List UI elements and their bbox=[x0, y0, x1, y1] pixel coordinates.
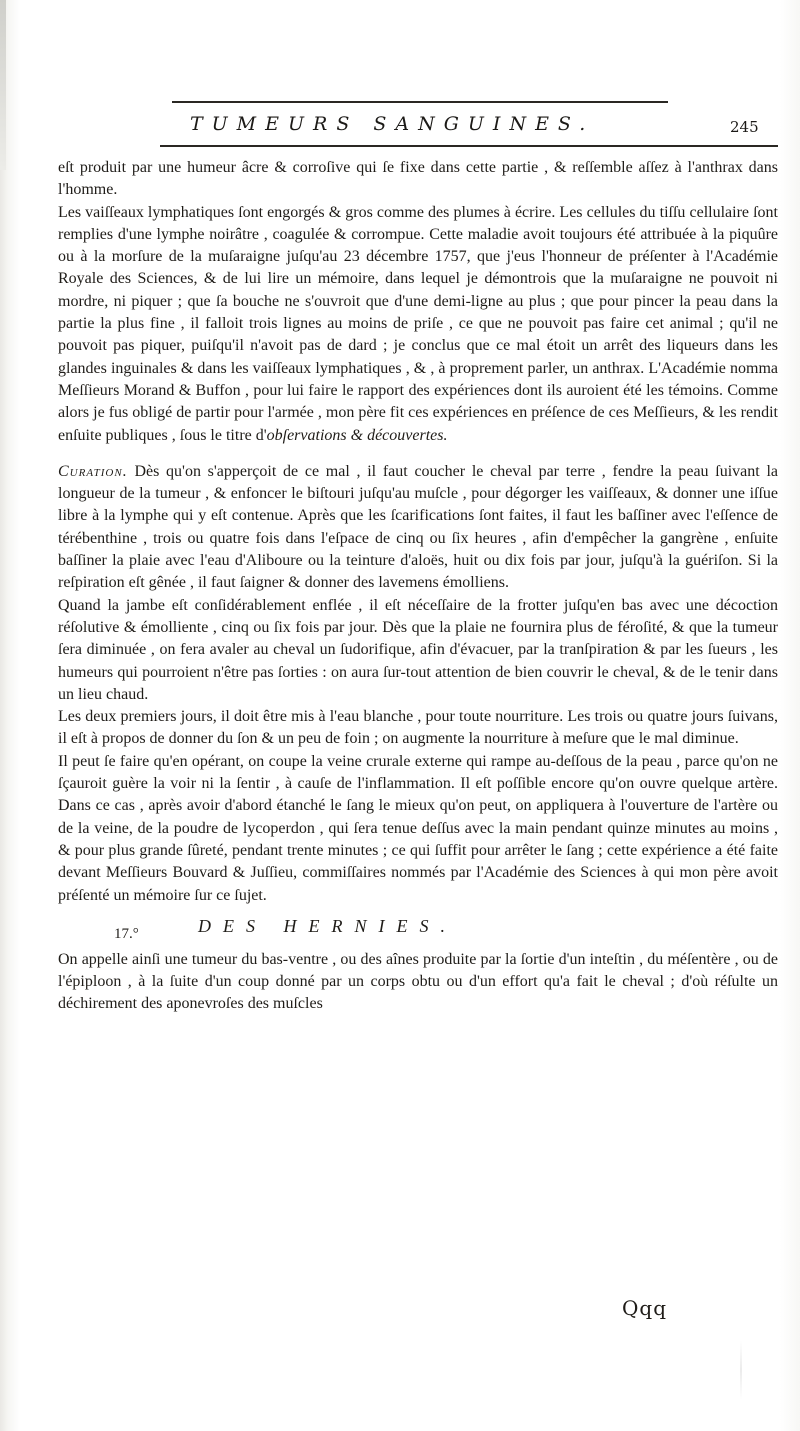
section-heading bbox=[58, 913, 778, 949]
body-text bbox=[58, 157, 778, 1016]
curation-label: Curation. bbox=[58, 462, 128, 480]
running-title: TUMEURS SANGUINES. bbox=[190, 113, 595, 135]
paragraph-feeding: Les deux premiers jours, il doit être mis à l'eau blanche , pour toute nourriture. Les trois ou quatre jours ſuivans, il eſt à propos de donner du ſon & un peu de foin ; on augmente la nourriture à meſure que le mal diminue. bbox=[58, 708, 778, 748]
header-top-rule bbox=[172, 101, 668, 103]
paragraph-swelling: Quand la jambe eſt conſidérablement enflée , il eſt néceſſaire de la frotter juſqu'en bas avec une décoction réſolutive & émolliente , cinq ou ſix fois par jour. Dès que la plaie ne fournira plus de féroſité, & que la tumeur ſera diminuée , on fera avaler au cheval un ſudorifique, afin d'évacuer, par la tranſpiration & par les ſueurs , les humeurs qui pourroient n'être pas ſorties : on aura ſur-tout attention de bien couvrir le cheval, & de le tenir dans un lieu chaud. bbox=[58, 596, 778, 703]
paragraph-lymphatics bbox=[58, 202, 778, 447]
paragraph-gap bbox=[58, 447, 778, 461]
section-number: 17.° bbox=[114, 925, 139, 942]
curation-text: Dès qu'on s'apperçoit de ce mal , il faut coucher le cheval par terre , fendre la peau ſuivant la longueur de la tumeur , & enfoncer le biſtouri juſqu'au muſcle , pour dégorger les vaiſſeaux, & donner une iſſue libre à la lymphe qui y eſt contenue. Après que les ſcarifications ſont faites, il faut les baſſiner avec l'eſſence de térébenthine , trois ou quatre fois dans l'eſpace de cinq ou ſix heures , afin d'empêcher la gangrène , enſuite baſſiner la plaie avec l'eau d'Aliboure ou la teinture d'aloës, huit ou dix fois par jour, juſqu'à la guériſon. Si la reſpiration eſt gênée , il faut ſaigner & donner des lavemens émolliens. bbox=[58, 462, 778, 592]
signature-mark: Qqq bbox=[622, 1296, 668, 1320]
paragraph-vein: Il peut ſe faire qu'en opérant, on coupe la veine crurale externe qui rampe au-deſſous de la peau , parce qu'on ne ſçauroit guère la voir ni la ſentir , à cauſe de l'inflammation. Il eſt poſſible encore qu'on ouvre quelque artère. Dans ce cas , après avoir d'abord étanché le ſang le mieux qu'on peut, on appliquera à l'ouverture de l'artère ou de la veine, de la poudre de lycoperdon , qui ſera tenue deſſus avec la main pendant quinze minutes au moins , & pour plus grande ſûreté, pendant trente minutes ; ce qui ſuffit pour arrêter le ſang ; cette expérience a été faite devant Meſſieurs Bouvard & Juſſieu, commiſſaires nommés par l'Académie des Sciences à qui mon père avoit préſenté un mémoire ſur ce ſujet. bbox=[58, 752, 778, 904]
paragraph-lymphatics-title: obſervations & découvertes. bbox=[266, 426, 448, 444]
paper-crease bbox=[740, 1340, 742, 1400]
paragraph-lymphatics-text: Les vaiſſeaux lymphatiques ſont engorgés & gros comme des plumes à écrire. Les cellules du tiſſu cellulaire ſont remplies d'une lymphe noirâtre , coagulée & corrompue. Cette maladie avoit toujours été attribuée à la piquûre ou à la morſure de la muſaraigne juſqu'au 23 décembre 1757, que j'eus l'honneur de préſenter à l'Académie Royale des Sciences, & de lui lire un mémoire, dans lequel je démontrois que la muſaraigne ne pouvoit ni mordre, ni piquer ; que ſa bouche ne s'ouvroit que d'une demi-ligne au plus ; que pour pincer la peau dans la partie la plus fine , il falloit trois lignes au moins de priſe , ce que ne pouvoit pas faire cet animal ; qu'il ne pouvoit pas piquer, puiſqu'il n'avoit pas de dard ; je conclus que ce mal étoit un arrêt des liqueurs dans les glandes inguinales & dans les vaiſſeaux lymphatiques , & , à proprement parler, un anthrax. L'Académie nomma Meſſieurs Morand & Buffon , pour lui faire le rapport des expériences dont ils auroient été les témoins. Comme alors je fus obligé de partir pour l'armée , mon père fit ces expériences en préſence de ces Meſſieurs, & les rendit enſuite publiques , ſous le titre d' bbox=[58, 203, 778, 444]
section-title: DES HERNIES. bbox=[198, 915, 457, 936]
paragraph-continuation: eſt produit par une humeur âcre & corroſive qui ſe fixe dans cette partie , & reſſemble aſſez à l'anthrax dans l'homme. bbox=[58, 159, 778, 199]
paragraph-curation bbox=[58, 461, 778, 595]
page-header bbox=[0, 112, 800, 146]
paragraph-hernias: On appelle ainſi une tumeur du bas-ventre , ou des aînes produite par la ſortie d'un inteſtin , du méſentère , ou de l'épiploon , à la ſuite d'un coup donné par un corps obtu ou d'un effort qu'a fait le cheval ; d'où réſulte un déchirement des aponevroſes des muſcles bbox=[58, 950, 778, 1013]
page-number: 245 bbox=[730, 118, 759, 136]
header-bottom-rule bbox=[160, 145, 778, 147]
